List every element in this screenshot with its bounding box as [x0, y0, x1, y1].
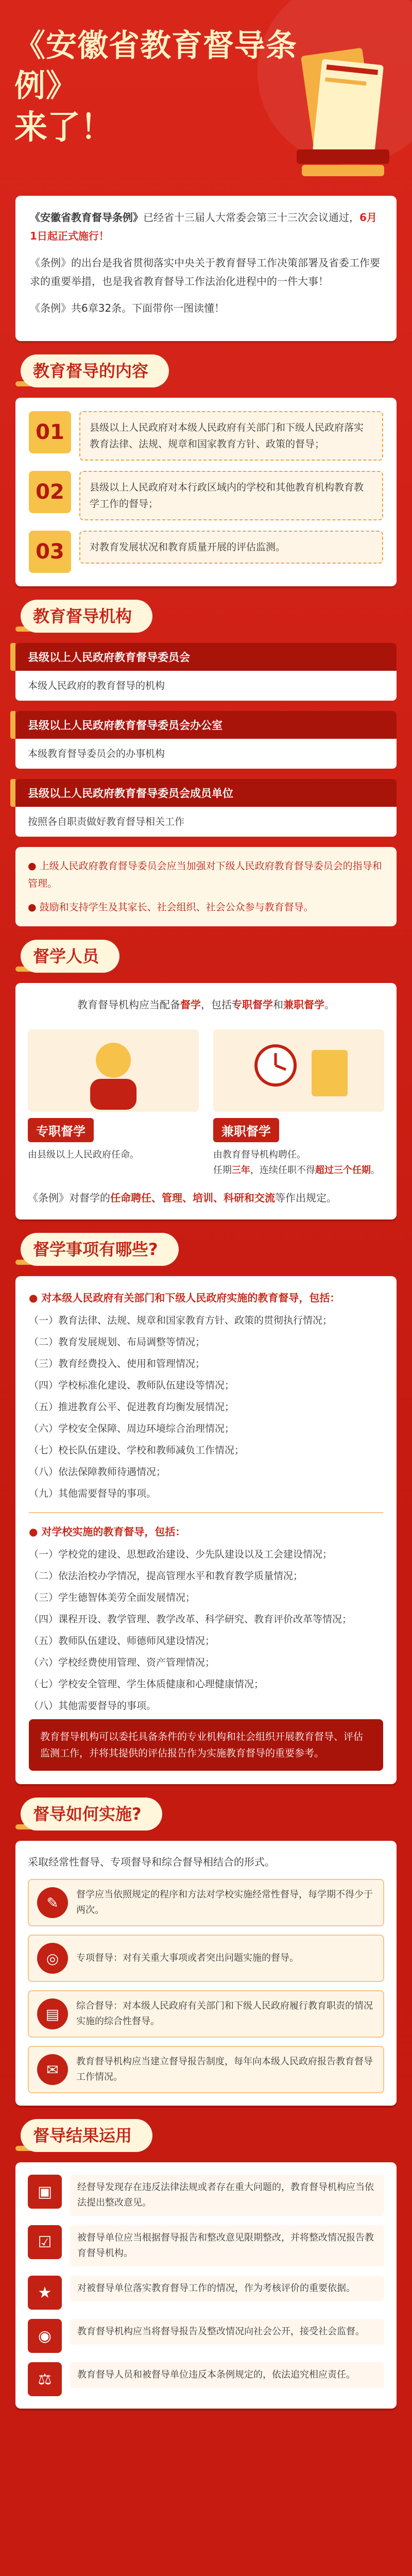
org-row [15, 711, 397, 769]
hero-title-line1: 《安徽省教育督导条例》 [14, 28, 297, 104]
divider [29, 1512, 383, 1513]
hero-title-line2: 来了！ [14, 109, 113, 147]
text: 由教育督导机构聘任。 [213, 1149, 306, 1160]
howto-item [28, 1879, 384, 1926]
school-matters-list [29, 1546, 383, 1714]
text: 和 [273, 998, 283, 1011]
list-item: （五）推进教育公平、促进教育均衡发展情况； [29, 1401, 235, 1413]
list-item: （三）教育经费投入、使用和管理情况； [29, 1358, 205, 1369]
intro-paragraph-2: 《条例》的出台是我省贯彻落实中央关于教育督导工作决策部署及省委工作要求的重要举措，也是我省教育督导工作法治化进程中的一件大事！ [30, 257, 380, 287]
org-body: 本级教育督导委员会的办事机构 [15, 739, 397, 769]
item-number: 01 [29, 411, 71, 453]
list-item: （五）教师队伍建设、师德师风建设情况； [29, 1635, 215, 1647]
intro-card [15, 196, 397, 341]
howto-text: 综合督导：对本级人民政府有关部门和下级人民政府履行教育职责的情况实施的综合性督导。 [76, 2001, 373, 2027]
org-note-text: 上级人民政府教育督导委员会应当加强对下级人民政府教育督导委员会的指导和管理。 [28, 860, 382, 889]
howto-item [28, 1935, 384, 1982]
item-text: 对教育发展状况和教育质量开展的评估监测。 [79, 531, 383, 564]
list-item: （四）学校标准化建设、教师队伍建设等情况； [29, 1380, 235, 1391]
result-text: 对被督导单位落实教育督导工作的情况，作为考核评价的重要依据。 [70, 2276, 384, 2301]
org-note: ● 鼓励和支持学生及其家长、社会组织、社会公众参与教育督导。 [28, 902, 314, 913]
intro-title-ref: 《安徽省教育督导条例》 [30, 211, 143, 224]
howto-text: 督学应当依照规定的程序和方法对学校实施经常性督导，每学期不得少于两次。 [76, 1889, 373, 1916]
text: 专职督学 [232, 998, 273, 1011]
pro-inspector-illustration-icon [28, 1029, 199, 1112]
org-row [15, 779, 397, 837]
gavel-icon: ⚖ [28, 2362, 62, 2396]
list-item: （四）课程开设、教学管理、教学改革、科学研究、教育评价改革等情况； [29, 1614, 352, 1625]
content-item [29, 411, 383, 461]
org-body: 本级人民政府的教育督导的机构 [15, 671, 397, 701]
item-number: 02 [29, 471, 71, 513]
intro-paragraph-3: 《条例》共6章32条。下面带你一图读懂！ [30, 302, 225, 314]
pro-inspector-tag: 专职督学 [28, 1118, 94, 1142]
part-inspector-illustration-icon [213, 1029, 384, 1112]
howto-card [15, 1841, 397, 2106]
pro-inspector [28, 1024, 199, 1178]
org-note-text: 鼓励和支持学生及其家长、社会组织、社会公众参与教育督导。 [39, 902, 314, 913]
howto-text: 专项督导：对有关重大事项或者突出问题实施的督导。 [76, 1953, 299, 1963]
item-text: 县级以上人民政府对本级人民政府有关部门和下级人民政府落实教育法律、法规、规章和国家教育方针、政策的督导； [79, 411, 383, 461]
item-number: 03 [29, 531, 71, 573]
hero-title [14, 26, 303, 149]
people-card [15, 983, 397, 1219]
org-notes [15, 847, 397, 926]
people-intro [28, 995, 384, 1014]
text: 《条例》对督学的 [28, 1192, 110, 1204]
content-card [15, 398, 397, 586]
result-text: 教育督导人员和被督导单位违反本条例规定的，依法追究相应责任。 [70, 2362, 384, 2388]
pro-inspector-desc: 由县级以上人民政府任命。 [28, 1149, 139, 1160]
section-title-people [0, 926, 412, 983]
section-heading: 督导如何实施? [21, 1798, 162, 1831]
section-heading: 督学事项有哪些? [21, 1233, 179, 1266]
matters-card [15, 1276, 397, 1784]
section-heading: 督学人员 [21, 940, 119, 973]
list-item: （八）其他需要督导的事项。 [29, 1700, 157, 1711]
list-item: （二）依法治校办学情况，提高管理水平和教育教学质量情况； [29, 1570, 303, 1582]
result-card [15, 2162, 397, 2409]
result-item [28, 2175, 384, 2216]
list-item: （七）校长队伍建设、学校和教师减负工作情况； [29, 1445, 245, 1456]
howto-item [28, 1990, 384, 2038]
text: 教育督导机构应当配备 [77, 998, 180, 1011]
text: ，连续任职不得 [250, 1165, 315, 1176]
list-item: （一）学校党的建设、思想政治建设、少先队建设以及工会建设情况； [29, 1549, 333, 1560]
section-title-org [0, 586, 412, 643]
list-item: （六）学校经费使用管理、资产管理情况； [29, 1657, 215, 1668]
text: ，包括 [201, 998, 232, 1011]
list-item: （九）其他需要督导的事项。 [29, 1488, 157, 1499]
eye-icon: ◉ [28, 2319, 62, 2353]
result-text: 教育督导机构应当将督导报告及整改情况向社会公开，接受社会监督。 [70, 2319, 384, 2345]
hero [0, 0, 412, 216]
calendar-icon: ✎ [37, 1887, 68, 1918]
checklist-icon: ☑ [28, 2225, 62, 2259]
target-icon: ◎ [37, 1943, 68, 1974]
list-item: （三）学生德智体美劳全面发展情况； [29, 1592, 196, 1603]
text: 。 [324, 998, 335, 1011]
result-item [28, 2319, 384, 2353]
content-item [29, 531, 383, 573]
section-title-result [0, 2106, 412, 2162]
part-inspector-desc [213, 1147, 384, 1178]
star-icon: ★ [28, 2276, 62, 2310]
intro-effective-date: 6月1日起正式施行！ [30, 211, 377, 242]
section-heading: 督导结果运用 [21, 2119, 152, 2152]
people-bottom [28, 1189, 384, 1207]
org-head: 县级以上人民政府教育督导委员会办公室 [15, 711, 397, 739]
org-head: 县级以上人民政府教育督导委员会 [15, 643, 397, 671]
intro-text: 已经省十三届人大常委会第三十三次会议通过， [143, 211, 359, 224]
people-boxes [28, 1024, 384, 1178]
gov-matters-heading: ● 对本级人民政府有关部门和下级人民政府实施的教育督导，包括： [29, 1292, 340, 1304]
org-row [15, 643, 397, 701]
matters-banner: 教育督导机构可以委托具备条件的专业机构和社会组织开展教育督导、评估监测工作，并将其提供的评估报告作为实施教育督导的重要参考。 [29, 1719, 383, 1771]
section-title-matters [0, 1219, 412, 1276]
section-heading: 教育督导的内容 [21, 354, 169, 387]
org-body: 按照各自职责做好教育督导相关工作 [15, 807, 397, 837]
org-head: 县级以上人民政府教育督导委员会成员单位 [15, 779, 397, 807]
list-item: （一）教育法律、法规、规章和国家教育方针、政策的贯彻执行情况； [29, 1315, 333, 1326]
howto-text: 教育督导机构应当建立督导报告制度，每年向本级人民政府报告教育督导工作情况。 [76, 2056, 373, 2082]
text: 等作出规定。 [275, 1192, 337, 1204]
part-inspector [213, 1024, 384, 1178]
item-text: 县级以上人民政府对本行政区域内的学校和其他教育机构教育教学工作的督导； [79, 471, 383, 520]
chart-icon: ▤ [37, 1998, 68, 2029]
result-item [28, 2362, 384, 2396]
text: 任命聘任、管理、培训、科研和交流 [110, 1192, 275, 1204]
section-title-howto [0, 1784, 412, 1841]
list-item: （二）教育发展规划、布局调整等情况； [29, 1336, 205, 1348]
text: 任期 [213, 1165, 232, 1176]
document-icon: ▣ [28, 2175, 62, 2209]
section-heading: 教育督导机构 [21, 600, 152, 633]
part-inspector-tag: 兼职督学 [213, 1118, 279, 1142]
howto-intro: 采取经常性督导、专项督导和综合督导相结合的形式。 [28, 1856, 275, 1868]
school-matters-heading: ● 对学校实施的教育督导，包括： [29, 1526, 186, 1538]
report-icon: ✉ [37, 2054, 68, 2085]
howto-item [28, 2046, 384, 2093]
result-item [28, 2225, 384, 2266]
text: 超过三个任期 [315, 1165, 371, 1176]
list-item: （七）学校安全管理、学生体质健康和心理健康情况； [29, 1679, 264, 1690]
list-item: （八）依法保障教师待遇情况； [29, 1466, 166, 1478]
gov-matters-list [29, 1312, 383, 1502]
intro-paragraph-1 [30, 208, 382, 245]
text: 督学 [180, 998, 201, 1011]
result-item [28, 2276, 384, 2310]
text: 。 [370, 1165, 380, 1176]
list-item: （六）学校安全保障、周边环境综合治理情况； [29, 1423, 235, 1434]
result-text: 经督导发现存在违反法律法规或者存在重大问题的，教育督导机构应当依法提出整改意见。 [70, 2175, 384, 2216]
content-item [29, 471, 383, 520]
text: 兼职督学 [283, 998, 324, 1011]
org-note: ● 上级人民政府教育督导委员会应当加强对下级人民政府教育督导委员会的指导和管理。 [28, 860, 382, 889]
text: 三年 [231, 1165, 250, 1176]
result-text: 被督导单位应当根据督导报告和整改意见限期整改，并将整改情况报告教育督导机构。 [70, 2225, 384, 2266]
section-title-content [0, 341, 412, 398]
books-illustration-icon [286, 31, 400, 185]
